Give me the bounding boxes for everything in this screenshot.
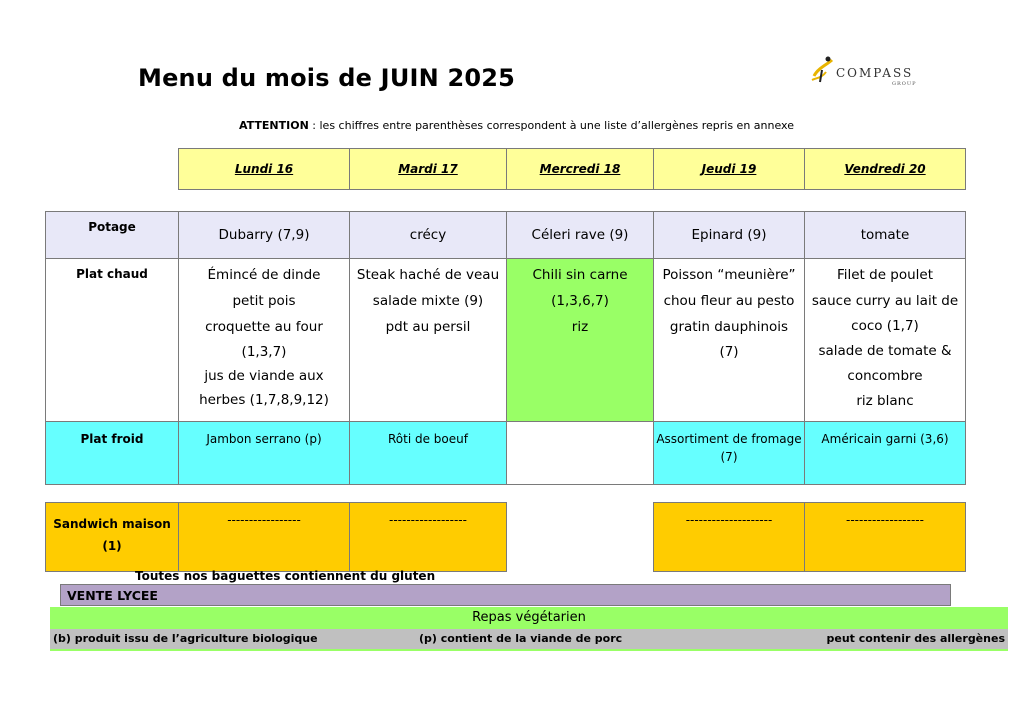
dish-line: (1,3,6,7) — [551, 293, 609, 309]
row-label-plat-chaud: Plat chaud — [46, 259, 179, 422]
plat-chaud-cell — [654, 259, 805, 422]
page-title: Menu du mois de JUIN 2025 — [138, 64, 516, 92]
plat-froid-cell: Rôti de boeuf — [350, 422, 507, 485]
day-header: Lundi 16 — [179, 149, 350, 190]
row-label-plat-froid: Plat froid — [46, 422, 179, 485]
vente-lycee-bar: VENTE LYCEE — [60, 584, 951, 606]
attention-note — [239, 119, 794, 132]
row-label-sandwich — [46, 503, 179, 572]
plat-froid-cell: Américain garni (3,6) — [805, 422, 966, 485]
row-label-potage: Potage — [46, 212, 179, 259]
potage-cell: Dubarry (7,9) — [179, 212, 350, 259]
dish-line: petit pois — [232, 293, 296, 309]
compass-logo — [808, 56, 933, 90]
plat-chaud-row — [46, 259, 966, 422]
legend-bar — [50, 629, 1008, 651]
potage-row — [46, 212, 966, 259]
sandwich-row — [46, 503, 966, 572]
dish-line: Filet de poulet — [836, 267, 934, 283]
dish-line: riz — [571, 319, 589, 335]
plat-froid-row — [46, 422, 966, 485]
attention-text: : les chiffres entre parenthèses correspondent à une liste d’allergènes repris en annexe — [308, 119, 794, 132]
dish-line: pdt au persil — [385, 319, 471, 335]
day-header: Mercredi 18 — [507, 149, 654, 190]
compass-logo-icon — [808, 56, 834, 86]
day-header: Vendredi 20 — [805, 149, 966, 190]
dish-line: Steak haché de veau — [356, 267, 500, 283]
sandwich-label-note: (1) — [102, 539, 122, 553]
vegetarian-legend-bar: Repas végétarien — [50, 607, 1008, 629]
plat-chaud-cell — [350, 259, 507, 422]
sandwich-cell: -------------------- — [654, 503, 805, 572]
dish-line: concombre — [847, 368, 923, 384]
plat-chaud-cell-vegetarian — [507, 259, 654, 422]
potage-cell: crécy — [350, 212, 507, 259]
sandwich-table — [45, 502, 966, 572]
sandwich-cell-empty — [507, 503, 654, 572]
days-header — [178, 148, 966, 190]
dish-line: (7) — [719, 344, 739, 360]
dish-line: salade mixte (9) — [372, 293, 484, 309]
potage-cell: tomate — [805, 212, 966, 259]
dish-line: coco (1,7) — [851, 318, 919, 334]
plat-froid-cell-empty — [507, 422, 654, 485]
sandwich-cell: ------------------ — [350, 503, 507, 572]
dish-line: croquette au four — [205, 319, 323, 335]
potage-cell: Epinard (9) — [654, 212, 805, 259]
day-header: Mardi 17 — [350, 149, 507, 190]
plat-chaud-cell — [179, 259, 350, 422]
dish-line: Poisson “meunière” — [662, 267, 796, 283]
plat-froid-cell: Assortiment de fromage (7) — [654, 422, 805, 485]
dish-line: riz blanc — [856, 393, 914, 409]
plat-chaud-cell — [805, 259, 966, 422]
legend-bio: (b) produit issu de l’agriculture biologique — [53, 632, 318, 645]
dish-line: jus de viande aux — [204, 368, 324, 384]
dish-line: Chili sin carne — [532, 267, 628, 283]
dish-line: salade de tomate & — [818, 343, 952, 359]
plat-froid-cell: Jambon serrano (p) — [179, 422, 350, 485]
dish-line: sauce curry au lait de — [811, 293, 959, 309]
sandwich-label: Sandwich maison — [53, 517, 171, 531]
logo-text: COMPASS — [836, 66, 914, 80]
dish-line: herbes (1,7,8,9,12) — [199, 392, 329, 408]
dish-line: Émincé de dinde — [207, 267, 321, 283]
sandwich-cell: ----------------- — [179, 503, 350, 572]
gluten-note: Toutes nos baguettes contiennent du gluten — [135, 569, 436, 583]
potage-cell: Céleri rave (9) — [507, 212, 654, 259]
dish-line: chou fleur au pesto — [663, 293, 795, 309]
attention-label: ATTENTION — [239, 119, 309, 132]
logo-subtext: GROUP — [892, 81, 917, 87]
legend-porc: (p) contient de la viande de porc — [419, 632, 623, 645]
dish-line: gratin dauphinois — [669, 319, 789, 335]
legend-allergenes: peut contenir des allergènes — [826, 632, 1005, 645]
dish-line: (1,3,7) — [241, 344, 287, 360]
sandwich-cell: ------------------ — [805, 503, 966, 572]
day-header: Jeudi 19 — [654, 149, 805, 190]
menu-table — [45, 211, 966, 485]
